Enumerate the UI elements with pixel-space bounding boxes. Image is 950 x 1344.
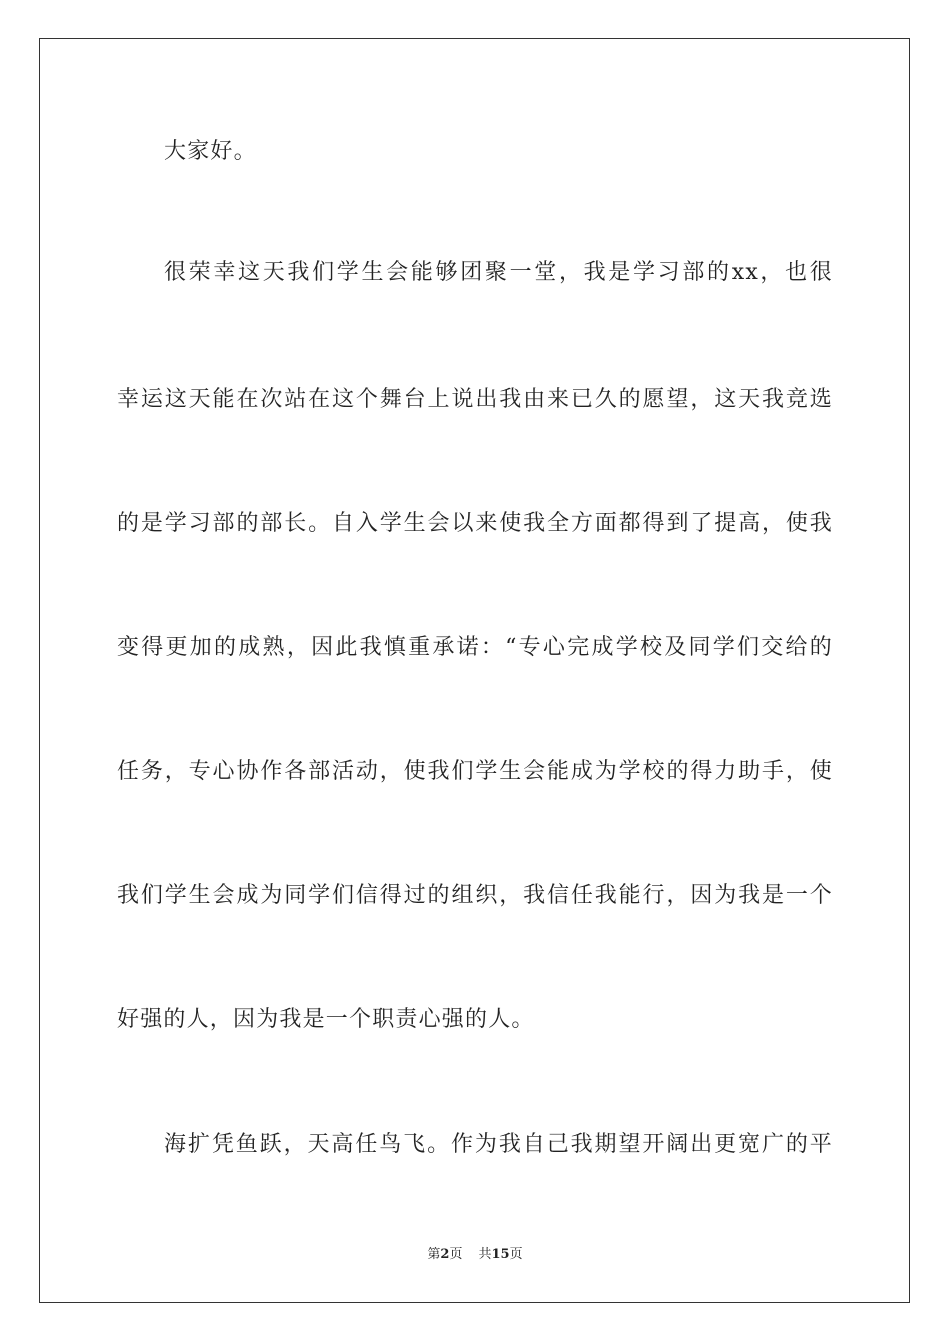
text-line: 任务，专心协作各部活动，使我们学生会能成为学校的得力助手，使 <box>117 759 833 784</box>
text-line: 的是学习部的部长。自入学生会以来使我全方面都得到了提高，使我 <box>117 511 833 536</box>
text-line: 幸运这天能在次站在这个舞台上说出我由来已久的愿望，这天我竞选 <box>117 387 833 412</box>
text-line: 好强的人，因为我是一个职责心强的人。 <box>117 1007 535 1032</box>
page-suffix: 页 <box>449 1247 463 1262</box>
total-page-number: 15 <box>491 1247 510 1262</box>
total-prefix: 共 <box>478 1247 492 1262</box>
page-border <box>39 38 910 1303</box>
current-page-number: 2 <box>440 1247 450 1262</box>
page-prefix: 第 <box>427 1247 441 1262</box>
text-line: 我们学生会成为同学们信得过的组织，我信任我能行，因为我是一个 <box>117 883 833 908</box>
text-line: 很荣幸这天我们学生会能够团聚一堂，我是学习部的xx，也很 <box>164 260 833 285</box>
paragraph-greeting: 大家好。 <box>164 139 257 164</box>
text-line: 变得更加的成熟，因此我慎重承诺：“专心完成学校及同学们交给的 <box>117 635 833 660</box>
text-line: 海扩凭鱼跃，天高任鸟飞。作为我自己我期望开阔出更宽广的平 <box>164 1132 833 1157</box>
total-suffix: 页 <box>509 1247 523 1262</box>
page-footer <box>0 1246 950 1264</box>
